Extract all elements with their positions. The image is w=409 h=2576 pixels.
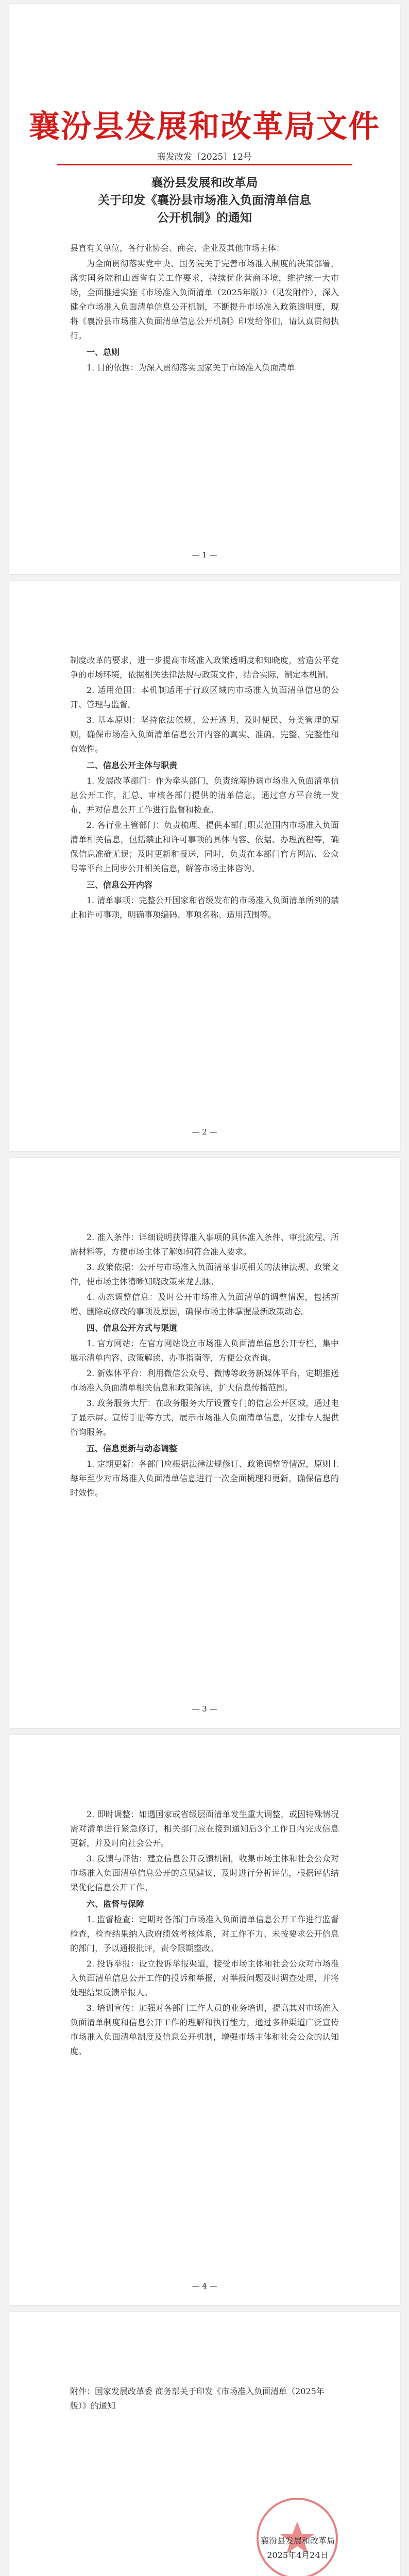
paragraph: 3. 培训宣传：加强对各部门工作人员的业务培训，提高其对市场准入负面清单制度和信息公开工作的理解和执行能力，通过多种渠道广泛宣传市场准入负面清单制度及信息公开机制，增强市场主体和社会公众的认知度。	[70, 2003, 339, 2056]
section-heading: 六、监督与保障	[87, 1899, 145, 1909]
page-number: — 4 —	[192, 2281, 217, 2291]
page-number: — 2 —	[192, 1127, 217, 1137]
attachment-note: 附件：国家发展改革委 商务部关于印发《市场准入负面清单（2025年版）》的通知	[70, 2386, 325, 2411]
paragraph: 3. 基本原则：坚持依法依规、公开透明、及时便民、分类管理的原则，确保市场准入负面清单信息公开内容的真实、准确、完整、完整性和有效性。	[70, 715, 339, 754]
page-2	[9, 581, 400, 1151]
notice-title	[9, 174, 400, 227]
section-heading: 二、信息公开主体与职责	[87, 760, 178, 770]
title-line-1: 襄汾县发展和改革局	[151, 176, 258, 190]
page-4	[9, 1735, 400, 2305]
paragraph: 1. 监督检查：定期对各部门市场准入负面清单信息公开工作进行监督检查，检查结果纳入政府绩效考核体系，对工作不力、未按要求公开信息的部门，予以通报批评，责令限期整改。	[70, 1914, 339, 1953]
paragraph: 3. 政务服务大厅：在政务服务大厅设置专门的信息公开区域，通过电子显示屏、宣传手册等方式，展示市场准入负面清单信息，安排专人提供咨询服务。	[70, 1398, 339, 1437]
paragraph: 2. 新媒体平台：利用微信公众号、微博等政务新媒体平台，定期推送市场准入负面清单相关信息和政策解读，扩大信息传播范围。	[70, 1368, 339, 1393]
paragraph: 3. 反馈与评估：建立信息公开反馈机制，收集市场主体和社会公众对市场准入负面清单信息公开的意见建议，及时进行分析评估，根据评估结果优化信息公开工作。	[70, 1854, 339, 1892]
paragraph: 2. 即时调整：如遇国家或省级层面清单发生重大调整，或因特殊情况需对清单进行紧急修订，相关部门应在接到通知后3个工作日内完成信息更新，并及时向社会公开。	[70, 1809, 339, 1848]
section-heading: 一、总则	[87, 347, 120, 357]
paragraph: 2. 准入条件：详细说明获得准入事项的具体准入条件、审批流程、所需材料等，方便市场主体了解如何符合准入要求。	[70, 1232, 339, 1257]
red-divider	[57, 164, 352, 165]
paragraph: 2. 各行业主管部门：负责梳理、提供本部门职责范围内市场准入负面清单相关信息，包括禁止和许可事项的具体内容、依据、办理流程等，确保信息准确无误；及时更新和报送，同时，负责在本部门官方网站、公众号等平台上同步公开相关信息，解答市场主体咨询。	[70, 820, 339, 873]
paragraph: 1. 目的依据：为深入贯彻落实国家关于市场准入负面清单	[87, 363, 295, 372]
section-heading: 三、信息公开内容	[87, 880, 153, 890]
page-1	[9, 4, 400, 574]
paragraph: 1. 官方网站：在官方网站设立市场准入负面清单信息公开专栏，集中展示清单内容、政策解读、办事指南等，方便公众查询。	[70, 1338, 339, 1363]
paragraph: 制度改革的要求，进一步提高市场准入政策透明度和知晓度，营造公平竞争的市场环境，依据相关法律法规与政策文件，结合实际，制定本机制。	[70, 655, 339, 680]
document-number: 襄发改发〔2025〕12号	[157, 152, 252, 162]
page-4-body	[70, 1807, 339, 2060]
section-heading: 四、信息公开方式与渠道	[87, 1323, 178, 1333]
signature-block	[246, 2534, 349, 2563]
page-number: — 3 —	[192, 1704, 217, 1714]
paragraph: 1. 清单事项：完整公开国家和省级发布的市场准入负面清单所列的禁止和许可事项，明确事项编码、事项名称、适用范围等。	[70, 895, 339, 920]
title-line-2: 关于印发《襄汾县市场准入负面清单信息	[98, 193, 311, 207]
page-3-body	[70, 1230, 339, 1501]
page-2-body	[70, 653, 339, 923]
section-heading: 五、信息更新与动态调整	[87, 1444, 178, 1453]
paragraph: 3. 政策依据：公开与市场准入负面清单事项相关的法律法规、政策文件，使市场主体清晰知晓政策来龙去脉。	[70, 1262, 339, 1286]
paragraph: 1. 定期更新：各部门应根据法律法规修订、政策调整等情况，原则上每年至少对市场准入负面清单信息进行一次全面梳理和更新，确保信息的时效性。	[70, 1459, 339, 1498]
paragraph: 2. 投诉举报：设立投诉举报渠道，接受市场主体和社会公众对市场准入负面清单信息公开工作的投诉和举报，对举报问题及时调查处理，并将处理结果反馈举报人。	[70, 1959, 339, 1997]
paragraph: 1. 发展改革部门：作为牵头部门，负责统筹协调市场准入负面清单信息公开工作，汇总、审核各部门提供的清单信息，通过官方平台统一发布，并对信息公开工作进行监督和检查。	[70, 776, 339, 815]
paragraph: 4. 动态调整信息：及时公开市场准入负面清单的调整情况，包括新增、删除或修改的事项及原因，确保市场主体掌握最新政策动态。	[70, 1292, 339, 1316]
page-number: — 1 —	[192, 550, 217, 560]
paragraph: 为全面贯彻落实党中央、国务院关于完善市场准入制度的决策部署，落实国务院和山西省有关工作要求，持续优化营商环境，维护统一大市场，全面推进实施《市场准入负面清单（2025年版）》（见发附件），深入健全市场准入负面清单信息公开机制，不断提升市场准入政策透明度，现将《襄汾县市场准入负面清单信息公开机制》印发给你们，请认真贯彻执行。	[70, 259, 339, 341]
signer-date: 2025年4月24日	[267, 2550, 329, 2560]
page-5	[9, 2312, 400, 2576]
paragraph: 2. 适用范围：本机制适用于行政区域内市场准入负面清单信息的公开、管理与监督。	[70, 685, 339, 709]
document-header-title: 襄汾县发展和改革局文件	[29, 109, 380, 145]
title-line-3: 公开机制》的通知	[157, 211, 252, 225]
page-3	[9, 1158, 400, 1728]
salutation: 县直有关单位，各行业协会、商会、企业及其他市场主体：	[70, 243, 285, 253]
page-1-body	[70, 241, 339, 376]
signer-org: 襄汾县发展和改革局	[260, 2536, 335, 2546]
